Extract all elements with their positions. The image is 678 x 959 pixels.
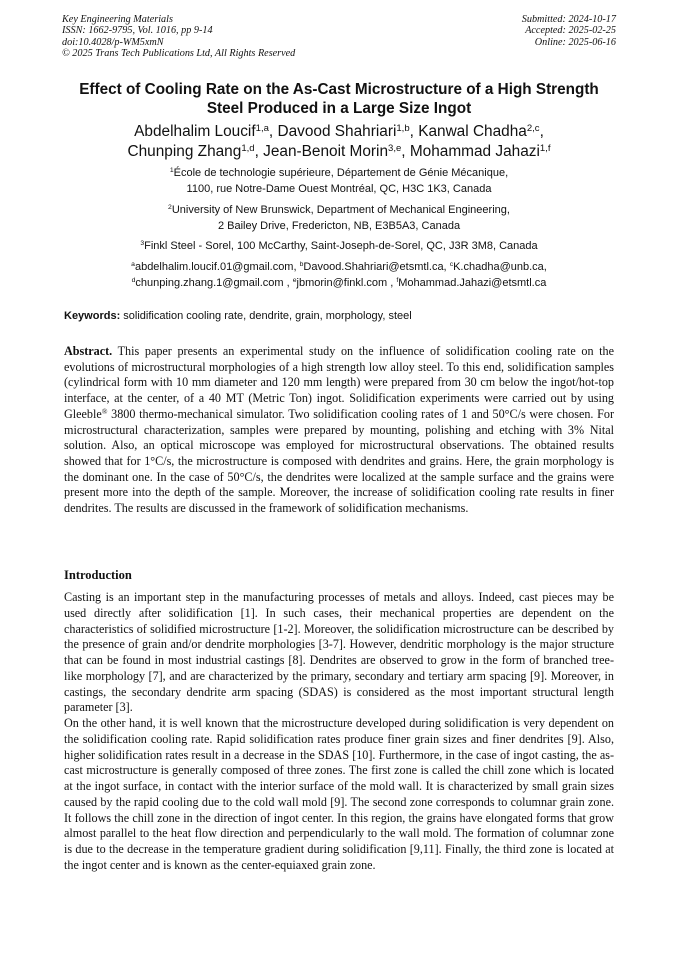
journal-doi: doi:10.4028/p-WM5xmN (62, 36, 164, 48)
submitted-date: Submitted: 2024-10-17 (521, 14, 616, 25)
journal-issn: ISSN: 1662-9795, Vol. 1016, pp 9-14 (62, 25, 213, 37)
paper-title (40, 80, 638, 118)
author-line-1: Abdelhalim Loucif$^{1,a}$, Davood Shahriari$^{1,b}$, Kanwal Chadha$^{2,c}$, (134, 122, 544, 140)
abstract-label: Abstract. (64, 344, 113, 358)
title-line-1: Effect of Cooling Rate on the As-Cast Microstructure of a High Strength (79, 81, 599, 98)
author-affiliation-sup: 1,b (396, 122, 410, 134)
email-link[interactable]: Mohammad.Jahazi@etsmtl.ca (398, 276, 547, 289)
keywords-label: Keywords: (64, 310, 121, 322)
author-name: Chunping Zhang (127, 143, 242, 160)
author-name: Kanwal Chadha (418, 123, 527, 140)
introduction-paragraph-2: On the other hand, it is well known that the microstructure developed during solidification is very dependent on the solidification cooling rate. Rapid solidification rates produce finer grain sizes and finer dendrites [9]. Also, higher solidification rates result in a decrease in the SDAS [10]. Furthermore, in the case of ingot casting, the as-cast microstructure is generally composed of three zones. The first zone is called the chill zone which is located at the ingot surface, in contact with the interior surface of the mold wall. It is characterized by small grain sizes caused by the rapid cooling due to the cold wall mold [9]. The second zone corresponds to columnar grain zone. It follows the chill zone in the direction of ingot center. In this region, the grains have elongated forms that grow almost parallel to the heat flow direction and perpendicularly to the wall mold. The formation of columnar zone is due to the decrease in the temperature gradient during solidification [9,11]. Finally, the third zone is located at the ingot center and is known as the center-equiaxed grain zone. (64, 716, 614, 872)
introduction-body (64, 590, 614, 874)
abstract: Abstract. This paper presents an experimental study on the influence of solidification cooling rate on the evolutions of microstructural morphologies of a high strength low alloy steel. To this end, solidification samples (cylindrical form with 10 mm diameter and 120 mm length) were prepared from 30 cm below the ingot/hot-top interface, at the center, of a 40 MT (Metric Ton) ingot. Solidification experiments were carried out by using Gleeble® 3800 thermo-mechanical simulator. Two solidification cooling rates of 1 and 50°C/s were chosen. For microstructural characterization, samples were prepared by mounting, polishing and etching with 3% Nital solution. Also, an optical microscope was employed for microstructural observations. The obtained results showed that for 1°C/s, the microstructure is composed with dendrites and grains. Here, the grain morphology is the dominant one. In the case of 50°C/s, the dendrites were localized at the sample surface and the grains were present more into the depth of the sample. Moreover, the increase of solidification cooling rate results in finer dendrites. The results are discussed in the framework of solidification mechanisms. (64, 344, 614, 516)
author-affiliation-sup: 3,e (388, 142, 402, 154)
affiliation-1: $^1$École de technologie supérieure, Département de Génie Mécanique, 1100, rue Notre-Dame Ouest Montréal, QC, H3C 1K3, Canada (169, 167, 509, 195)
author-affiliation-sup: 1,a (255, 122, 269, 134)
email-link[interactable]: chunping.zhang.1@gmail.com , (135, 276, 293, 289)
section-heading-introduction: Introduction (64, 568, 132, 582)
online-date: Online: 2025-06-16 (534, 36, 616, 48)
author-emails: $^a$abdelhalim.loucif.01@gmail.com, $^b$Davood.Shahriari@etsmtl.ca, $^c$K.chadha@unb.ca, $^d$chunping.zhang.1@gmail.com , $^e$jbmorin@finkl.com , $^f$Mohammad.Jahazi@etsmtl.ca (131, 261, 547, 289)
email-link[interactable]: K.chadha@unb.ca, (453, 261, 547, 273)
author-affiliation-sup: 1,d (241, 142, 255, 154)
keywords (64, 310, 624, 322)
journal-copyright: © 2025 Trans Tech Publications Ltd, All Rights Reserved (62, 48, 296, 60)
author-line-2: Chunping Zhang$^{1,d}$, Jean-Benoit Morin$^{3,e}$, Mohammad Jahazi$^{1,f}$ (127, 142, 551, 160)
accepted-date: Accepted: 2025-02-25 (525, 25, 616, 37)
author-list (40, 122, 638, 162)
introduction-paragraph-1: Casting is an important step in the manufacturing processes of metals and alloys. Indeed, cast pieces may be used directly after solidification [1]. In such cases, their mechanical properties are dependent on the characteristics of solidified microstructure [1-2]. Moreover, the solidification microstructure can be described by the presence of grain and/or dendrite morphologies [3-7]. However, dendritic morphology is the major structure that can be found in most industrial castings [8]. Dendrites are observed to grow in the form of branched tree-like morphology [7], and are characterized by the primary, secondary and tertiary arm spacing [9]. Moreover, in castings, the secondary dendrite arm spacing (SDAS) is considered as the most important structural length parameter [3]. (64, 590, 614, 715)
author-affiliation-sup: 1,f (539, 142, 551, 154)
author-name: Davood Shahriari (277, 123, 397, 140)
journal-info (62, 14, 295, 60)
email-link[interactable]: Davood.Shahriari@etsmtl.ca, (303, 261, 450, 273)
publication-dates (522, 14, 616, 48)
author-name: Mohammad Jahazi (409, 143, 540, 160)
affiliation-2: $^2$University of New Brunswick, Department of Mechanical Engineering, 2 Bailey Drive, Fredericton, NB, E3B5A3, Canada (168, 204, 510, 232)
email-link[interactable]: jbmorin@finkl.com , (296, 276, 397, 289)
email-link[interactable]: abdelhalim.loucif.01@gmail.com, (134, 261, 300, 273)
keywords-text: solidification cooling rate, dendrite, grain, morphology, steel (120, 310, 412, 322)
title-line-2: Steel Produced in a Large Size Ingot (206, 100, 472, 117)
journal-name: Key Engineering Materials (62, 14, 173, 25)
author-name: Jean-Benoit Morin (263, 143, 389, 160)
author-affiliation-sup: 2,c (526, 122, 540, 134)
author-name: Abdelhalim Loucif (134, 123, 256, 140)
affiliation-3: $^3$Finkl Steel - Sorel, 100 McCarthy, Saint-Joseph-de-Sorel, QC, J3R 3M8, Canada (140, 240, 538, 252)
